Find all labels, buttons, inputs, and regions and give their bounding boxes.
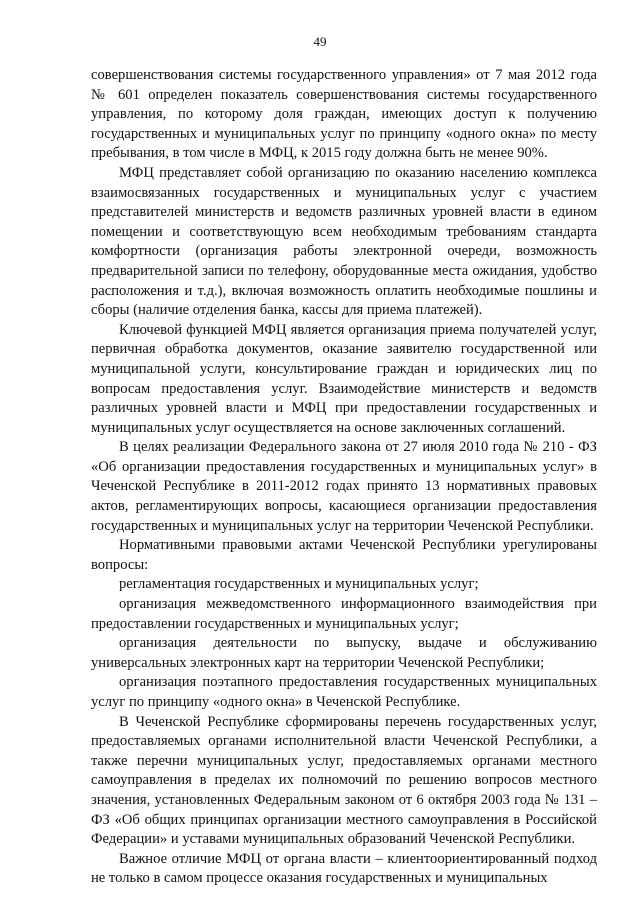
list-item-regulation: регламентация государственных и муниципальных услуг;	[119, 576, 479, 593]
paragraph-regulated-issues-intro: Нормативными правовыми актами Чеченской Республики урегулированы вопросы:	[91, 537, 597, 573]
list-item-electronic-cards: организация деятельности по выпуску, выдаче и обслуживанию универсальных электронных карт на территории Чеченской Республики;	[91, 635, 597, 671]
document-body	[91, 66, 597, 889]
paragraph-continuation: совершенствования системы государственного управления» от 7 мая 2012 года № 601 определен показатель совершенствования системы государственного управления, по которому доля граждан, имеющих доступ к получению государственных и муниципальных услуг по принципу «одного окна» по месту пребывания, в том числе в МФЦ, к 2015 году должна быть не менее 90%.	[91, 67, 597, 162]
paragraph-mfc-key-function: Ключевой функцией МФЦ является организация приема получателей услуг, первичная обработка документов, оказание заявителю государственной или муниципальной услуги, консультирование граждан и юридических лиц по вопросам предоставления услуг. Взаимодействие министерств и ведомств различных уровней власти и МФЦ при предоставлении государственных и муниципальных услуг осуществляется на основе заключенных соглашений.	[91, 321, 597, 436]
list-item-interagency-interaction: организация межведомственного информационного взаимодействия при предоставлении государственных и муниципальных услуг;	[91, 596, 597, 632]
paragraph-services-lists: В Чеченской Республике сформированы перечень государственных услуг, предоставляемых органами исполнительной власти Чеченской Республики, а также перечни муниципальных услуг, предоставляемых органами местного самоуправления в пределах их полномочий по решению вопросов местного значения, установленных Федеральным законом от 6 октября 2003 года № 131 – ФЗ «Об общих принципах организации местного самоуправления в Российской Федерации» и уставами муниципальных образований Чеченской Республики.	[91, 713, 597, 848]
paragraph-federal-law-210: В целях реализации Федерального закона от 27 июля 2010 года № 210 - ФЗ «Об организации предоставления государственных и муниципальных услуг» в Чеченской Республике в 2011-2012 годах принято 13 нормативных правовых актов, регламентирующих вопросы, касающиеся организации предоставления государственных и муниципальных услуг на территории Чеченской Республики.	[91, 439, 597, 534]
paragraph-mfc-definition: МФЦ представляет собой организацию по оказанию населению комплекса взаимосвязанных государственных и муниципальных услуг с участием представителей министерств и ведомств различных уровней власти в едином помещении и соответствующую всем необходимым требованиям стандарта комфортности (организация работы электронной очереди, возможность предварительной записи по телефону, оборудованные места ожидания, удобство расположения и т.д.), включая возможность оплатить необходимые пошлины и сборы (наличие отделения банка, кассы для приема платежей).	[91, 164, 597, 319]
list-item-one-window: организация поэтапного предоставления государственных муниципальных услуг по принципу «одного окна» в Чеченской Республике.	[91, 674, 597, 710]
page-number: 49	[313, 34, 327, 49]
paragraph-mfc-difference: Важное отличие МФЦ от органа власти – клиентоориентированный подход не только в самом процессе оказания государственных и муниципальных	[91, 850, 597, 887]
